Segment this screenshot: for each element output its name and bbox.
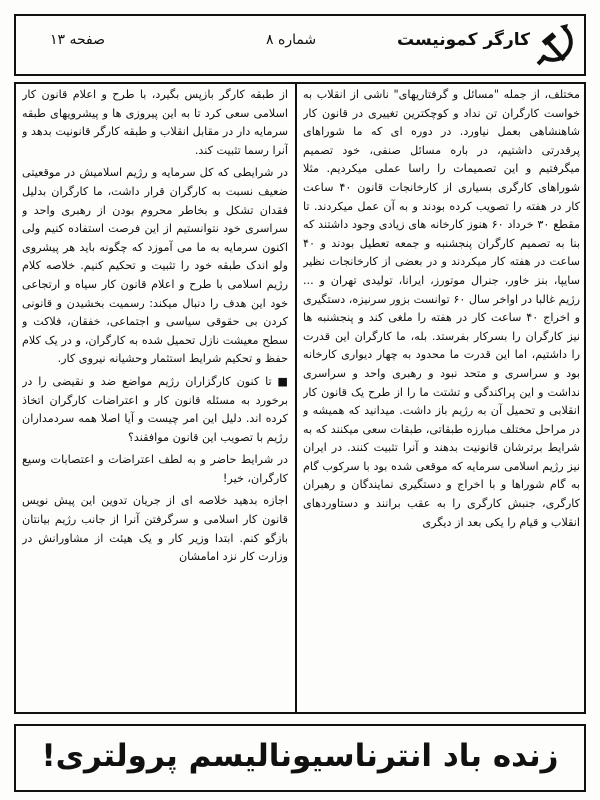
slogan: زنده باد انترناسیونالیسم پرولتری!: [41, 738, 559, 774]
paragraph: اجازه بدهید خلاصه ای از جریان تدوین این پیش نویس قانون کار اسلامی و سرگرفتن آنرا از جانب رژیم بیانتان بازگو کنم. ابتدا وزیر کار و یک هیئت از مشاورانش در وزارت کار نزد امامشان: [22, 494, 288, 564]
masthead-title: کارگر کمونیست: [397, 30, 530, 50]
page-header: [14, 14, 586, 76]
column-divider: [295, 82, 297, 714]
hammer-sickle-icon: [534, 22, 576, 68]
question-paragraph: ■ تا کنون کارگزاران رژیم مواضع ضد و نقیضی را در برخورد به مسئله قانون کار و اعتراضات کارگران اتخاذ کرده اند. دلیل این امر چیست و آیا اصلا همه سردمداران رژیم با تصویب این قانون موافقند؟: [22, 374, 288, 444]
issue-number: شماره ۸: [266, 32, 317, 48]
page-number: صفحه ۱۳: [50, 32, 106, 48]
left-column: [22, 86, 288, 710]
paragraph: در شرایط حاضر و به لطف اعتراضات و اعتصابات وسیع کارگران، خیر!: [22, 453, 288, 485]
paragraph: مختلف، از جمله "مسائل و گرفتاریهای" ناشی از انقلاب به خواست کارگران تن نداد و کوچکترین تغییری در قانون کار شاهنشاهی بعمل نیاورد. در دوره ای که ما شوراهای پرقدرتی داشتیم، در باره مسائل صنفی، خود تصمیم میگرفتیم و این تصمیمات را راسا عملی میکردیم. مثلا شوراهای کارگری بسیاری از کارخانجات قانون ۴۰ ساعت کار در هفته را تصویب کرده بودند و به آن عمل میکردند. تا مقطع ۳۰ خرداد ۶۰ هنوز کارخانه های زیادی وجود داشتند که بنا به تصمیم کارگران پنجشنبه و جمعه تعطیل بودند و ۴۰ ساعت در هفته کار میکردند و در بعضی از کارخانجات نظیر سایپا، بنز خاور، جنرال موتورز، ایرانا، تولیدی تهران و ... رژیم غالبا در اواخر سال ۶۰ توانست بزور سرنیزه، دستگیری و اخراج ۴۰ ساعت کار در هفته را ملغی کند و پنجشنبه ها نیز کارگران را بسرکار بفرستد. بله، ما کارگران این قدرت را داشتیم، اما این قدرت ما محدود به چهار دیواری کارخانه بود و سراسری و متحد نبود و رهبری واحد و سراسری نداشت و این پراکندگی و تشتت ما را از طرح یک قانون کار انقلابی و تحمیل آن به رژیم باز داشت. میدانید که همیشه و در مراحل مختلف مبارزه طبقاتی، طبقات سعی میکنند که به شرایط برترشان قانونیت بدهند و آنرا تثبیت کنند. در ایران نیز رژیم اسلامی سرمایه که موقعی شده بود با سرکوب گام به گام شوراها و با اخراج و دستگیری نمایندگان و رهبران کارگری، جنبش کارگری را به عقب برانند و دستاوردهای انقلاب و قیام را یکی بعد از دیگری: [303, 88, 580, 529]
paragraph: از طبقه کارگر بازپس بگیرد، با طرح و اعلام قانون کار اسلامی سعی کرد تا به این پیروزی ها و پیشرویهای طبقه سرمایه دار در مقابل انقلاب و طبقه کارگر قانونیت بدهد و آنرا رسما تثبیت کند.: [22, 88, 288, 157]
right-column: [303, 86, 580, 710]
footer-banner: [14, 724, 586, 792]
paragraph: در شرایطی که کل سرمایه و رژیم اسلامیش در موقعیتی ضعیف نسبت به کارگران قرار داشت، ما کارگران بدلیل فقدان تشکل و بخاطر محروم بودن از رهبری واحد و سراسری خود نتوانستیم از این فرصت استفاده کنیم ولی اکنون سرمایه به ما می آموزد که چگونه باید هر پیشروی ولو اندک طبقه خود را تثبیت و تحکیم کنیم. خلاصه کلام رژیم اسلامی با طرح و اعلام قانون کار سیاه و ارتجاعی خود این هدف را دنبال میکند: رسمیت بخشیدن و قانونی کردن بی حقوقی سیاسی و اجتماعی، خفقان، فلاکت و سطح معیشت نازل تحمیل شده به کارگران، و در یک کلام حفظ و تحکیم شرایط استثمار وحشیانه نیروی کار.: [22, 166, 288, 366]
